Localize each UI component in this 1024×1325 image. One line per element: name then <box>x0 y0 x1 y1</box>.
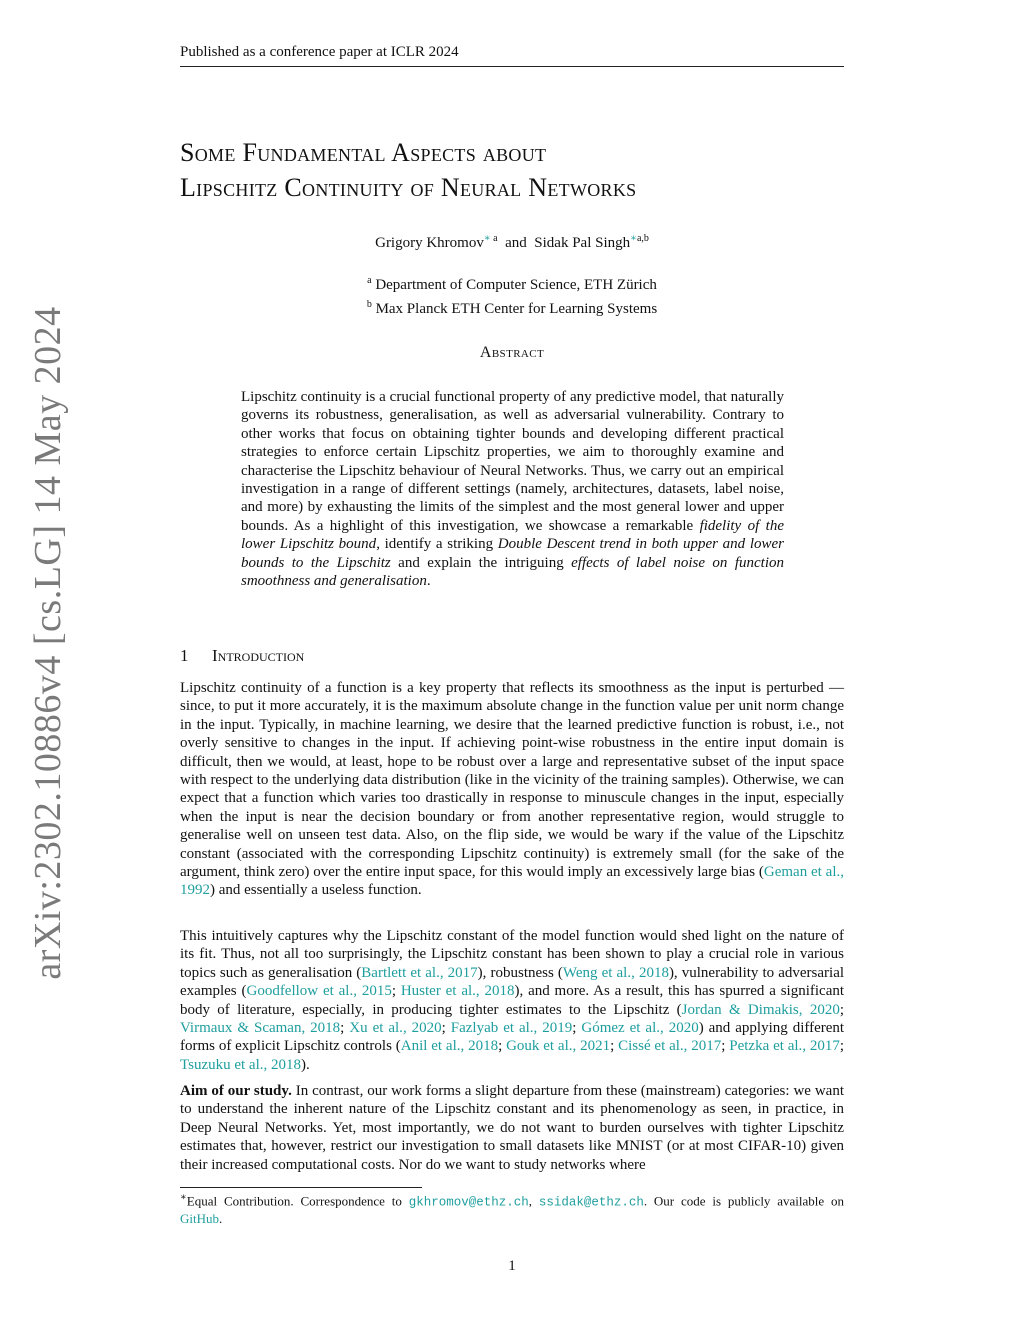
title-line-1: Some Fundamental Aspects about <box>180 138 547 167</box>
citation-link[interactable]: Virmaux & Scaman, 2018 <box>180 1020 341 1037</box>
citation-link[interactable]: Cissé et al., 2017 <box>618 1038 722 1055</box>
abstract-text: Lipschitz continuity is a crucial functional property of any predictive model, that naturally governs its robustness, generalisation, as well as adversarial vulnerability. Contrary to other works that focus on obtaining tighter bounds and developing different practical strategies to enforce certain Lipschitz properties, we aim to thoroughly examine and characterise the Lipschitz behaviour of Neural Networks. Thus, we carry out an empirical investigation in a range of different settings (namely, architectures, datasets, label noise, and more) by exhausting the limits of the simplest and the most general lower and upper bounds. As a highlight of this investigation, we showcase a remarkable fidelity of the lower Lipschitz bound, identify a striking Double Descent trend in both upper and lower bounds to the Lipschitz and explain the intriguing effects of label noise on function smoothness and generalisation. <box>241 389 784 590</box>
paragraph-lead: Aim of our study. <box>180 1083 292 1099</box>
citation-link[interactable]: Xu et al., 2020 <box>349 1020 442 1037</box>
citation-link[interactable]: Gómez et al., 2020 <box>581 1020 699 1037</box>
page-number: 1 <box>508 1258 516 1274</box>
citation-link[interactable]: Fazlyab et al., 2019 <box>450 1020 573 1037</box>
authors-and: and <box>505 235 527 251</box>
citation-link[interactable]: Weng et al., 2018 <box>562 964 669 981</box>
running-header: Published as a conference paper at ICLR 2024 <box>180 44 844 67</box>
citation-link[interactable]: Anil et al., 2018 <box>400 1038 499 1055</box>
citation-link[interactable]: Petzka et al., 2017 <box>729 1038 840 1055</box>
citation-link[interactable]: Goodfellow et al., 2015 <box>246 983 392 1000</box>
citation-link[interactable]: Jordan & Dimakis, 2020 <box>681 1001 840 1018</box>
citation-link[interactable]: Tsuzuku et al., 2018 <box>180 1056 302 1073</box>
citation-link[interactable]: Huster et al., 2018 <box>400 983 515 1000</box>
intro-paragraph-3: Aim of our study. In contrast, our work forms a slight departure from these (mainstream) categories: we want to understand the inherent nature of the Lipschitz constant and its phenomenology as seen, in practice, in Deep Neural Networks. Yet, most importantly, we do not want to burden ourselves with tighter Lipschitz estimates that, however, restrict our investigation to small datasets like MNIST (or at most CIFAR-10) given their increased computational costs. Nor do we want to study networks where <box>180 1083 844 1173</box>
affiliation-a: $^a$ Department of Computer Science, ETH Zürich <box>367 275 657 293</box>
affiliation-b: $^b$ Max Planck ETH Center for Learning Systems <box>366 299 658 317</box>
affiliations <box>180 271 844 319</box>
intro-paragraph-1: Lipschitz continuity of a function is a key property that reflects its smoothness as the input is perturbed — since, to put it more accurately, it is the maximum absolute change in the function value per unit norm change in the input. Typically, in machine learning, we desire that the learned predictive function is robust, i.e., not overly sensitive to changes in the input. If achieving point-wise robustness in the entire input domain is difficult, then we would, at least, hope to be robust over a large and representative subset of the input space with respect to the underlying data distribution (like in the vicinity of the training samples). Otherwise, we can expect that a function which varies too drastically in response to minuscule changes in the input, especially when the input is near the decision boundary or from another representative region, would struggle to generalise well on unseen test data. Also, on the flip side, we would be wary if the value of the Lipschitz constant (associated with the corresponding Lipschitz continuity) is extremely small (for the sake of the argument, think zero) over the entire input space, for this would imply an excessively large bias (Geman et al., 1992) and essentially a useless function. <box>180 680 844 899</box>
section-number: 1 <box>180 646 189 665</box>
author-2: Sidak Pal Singh <box>534 235 631 251</box>
section-heading-introduction <box>180 646 304 666</box>
intro-paragraph-2: This intuitively captures why the Lipschitz constant of the model function would shed light on the nature of its fit. Thus, not all too surprisingly, the Lipschitz constant has been shown to play a crucial role in various topics such as generalisation (Bartlett et al., 2017), robustness (Weng et al., 2018), vulnerability to adversarial examples (Goodfellow et al., 2015; Huster et al., 2018), and more. As a result, this has spurred a significant body of literature, especially, in producing tighter estimates to the Lipschitz (Jordan & Dimakis, 2020; Virmaux & Scaman, 2018; Xu et al., 2020; Fazlyab et al., 2019; Gómez et al., 2020) and applying different forms of explicit Lipschitz controls (Anil et al., 2018; Gouk et al., 2021; Cissé et al., 2017; Petzka et al., 2017; Tsuzuku et al., 2018). <box>180 928 845 1073</box>
email-link[interactable]: ssidak@ethz.ch <box>538 1195 644 1210</box>
arxiv-stamp <box>20 306 76 980</box>
author-1: Grigory Khromov <box>375 235 484 251</box>
email-link[interactable]: gkhromov@ethz.ch <box>408 1195 529 1210</box>
author-1-affiliation: a <box>493 233 498 244</box>
arxiv-stamp-text: arXiv:2302.10886v4 [cs.LG] 14 May 2024 <box>27 306 69 980</box>
github-link[interactable]: GitHub <box>180 1210 219 1226</box>
equal-contribution-marker[interactable]: ∗ <box>483 233 491 244</box>
title-line-2: Lipschitz Continuity of Neural Networks <box>180 173 637 202</box>
section-title: Introduction <box>212 646 305 665</box>
paper-title <box>180 135 880 205</box>
equal-contribution-marker[interactable]: ∗ <box>630 233 637 244</box>
abstract-heading: Abstract <box>479 344 545 361</box>
footnote: ∗Equal Contribution. Correspondence to gkhromov@ethz.ch, ssidak@ethz.ch. Our code is publicly available on GitHub. <box>180 1192 844 1226</box>
citation-link[interactable]: Geman et al., 1992 <box>180 864 844 899</box>
footnote-rule <box>180 1187 422 1188</box>
citation-link[interactable]: Gouk et al., 2021 <box>506 1038 611 1055</box>
citation-link[interactable]: Bartlett et al., 2017 <box>361 964 478 981</box>
author-2-affiliation: a,b <box>636 233 649 244</box>
authors <box>180 233 844 252</box>
